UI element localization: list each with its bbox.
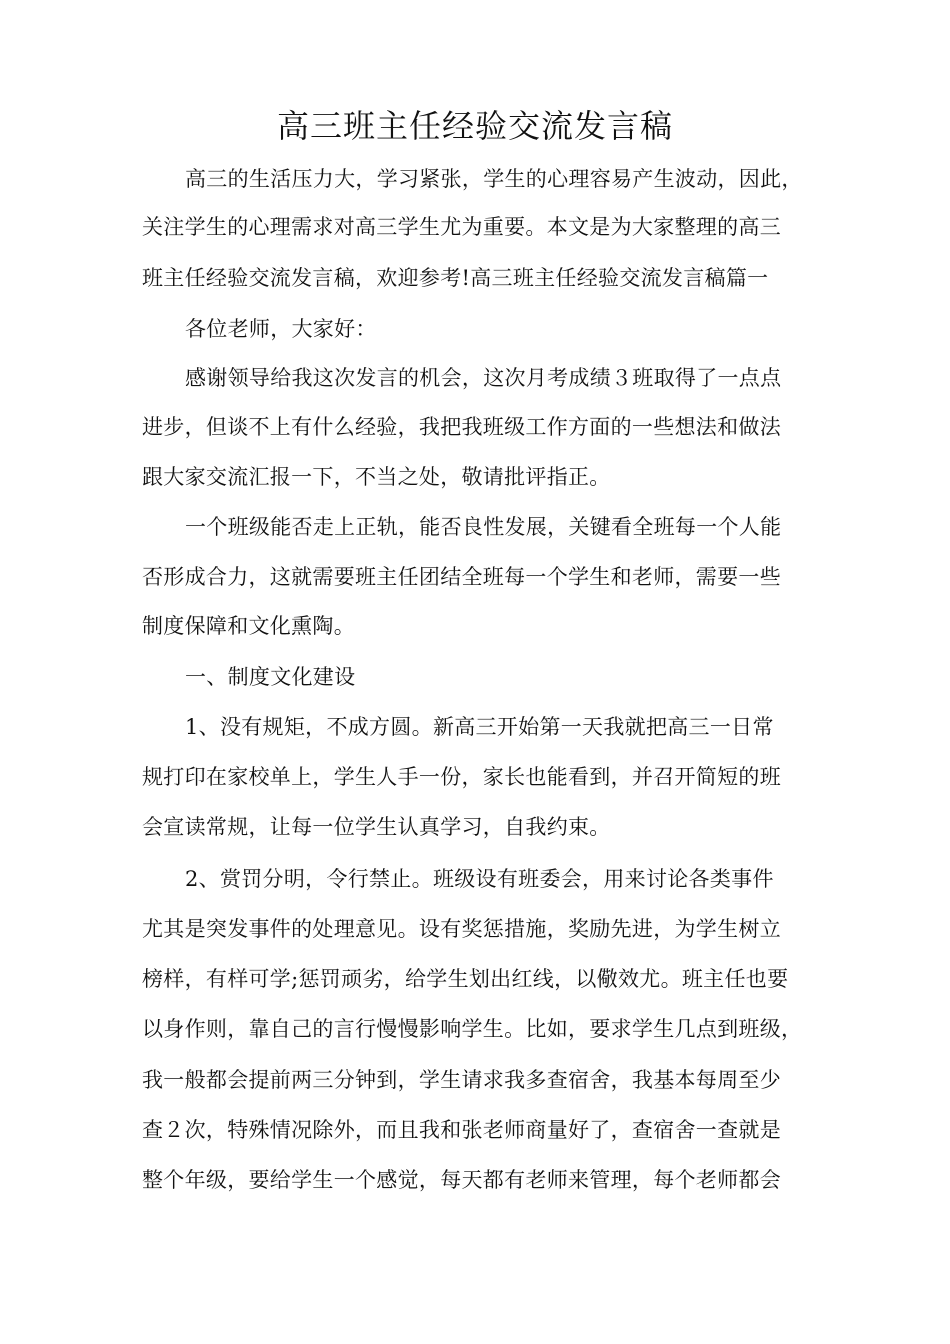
paragraph-line: 班主任经验交流发言稿，欢迎参考!高三班主任经验交流发言稿篇一 bbox=[142, 266, 769, 290]
paragraph-line: 高三的生活压力大，学习紧张，学生的心理容易产生波动，因此， bbox=[185, 167, 803, 191]
paragraph-line: 制度保障和文化熏陶。 bbox=[142, 614, 355, 638]
paragraph-line: 榜样，有样可学;惩罚顽劣，给学生划出红线，以儆效尤。班主任也要 bbox=[142, 967, 789, 991]
paragraph-line: 否形成合力，这就需要班主任团结全班每一个学生和老师，需要一些 bbox=[142, 565, 781, 589]
paragraph-line: 感谢领导给我这次发言的机会，这次月考成绩３班取得了一点点 bbox=[185, 366, 782, 390]
document-title: 高三班主任经验交流发言稿 bbox=[276, 107, 673, 145]
paragraph-line: 一个班级能否走上正轨，能否良性发展，关键看全班每一个人能 bbox=[185, 515, 782, 539]
paragraph-line: 进步，但谈不上有什么经验，我把我班级工作方面的一些想法和做法 bbox=[142, 415, 781, 439]
paragraph-line: 各位老师，大家好： bbox=[185, 317, 377, 341]
paragraph-line: 跟大家交流汇报一下，不当之处，敬请批评指正。 bbox=[142, 465, 611, 489]
paragraph-line: 查２次，特殊情况除外，而且我和张老师商量好了，查宿舍一查就是 bbox=[142, 1118, 781, 1142]
paragraph-line: 以身作则，靠自己的言行慢慢影响学生。比如，要求学生几点到班级， bbox=[142, 1017, 803, 1041]
paragraph-line: 1、没有规矩，不成方圆。新高三开始第一天我就把高三一日常 bbox=[185, 715, 774, 739]
paragraph-line: 关注学生的心理需求对高三学生尤为重要。本文是为大家整理的高三 bbox=[142, 215, 781, 239]
paragraph-line: 我一般都会提前两三分钟到，学生请求我多查宿舍，我基本每周至少 bbox=[142, 1068, 781, 1092]
paragraph-line: 会宣读常规，让每一位学生认真学习，自我约束。 bbox=[142, 815, 611, 839]
paragraph-line: 整个年级，要给学生一个感觉，每天都有老师来管理，每个老师都会 bbox=[142, 1168, 781, 1192]
section-heading: 一、制度文化建设 bbox=[185, 665, 356, 689]
paragraph-line: 尤其是突发事件的处理意见。设有奖惩措施，奖励先进，为学生树立 bbox=[142, 917, 781, 941]
paragraph-line: 规打印在家校单上，学生人手一份，家长也能看到，并召开简短的班 bbox=[142, 765, 781, 789]
paragraph-line: 2、赏罚分明，令行禁止。班级设有班委会，用来讨论各类事件 bbox=[185, 867, 774, 891]
